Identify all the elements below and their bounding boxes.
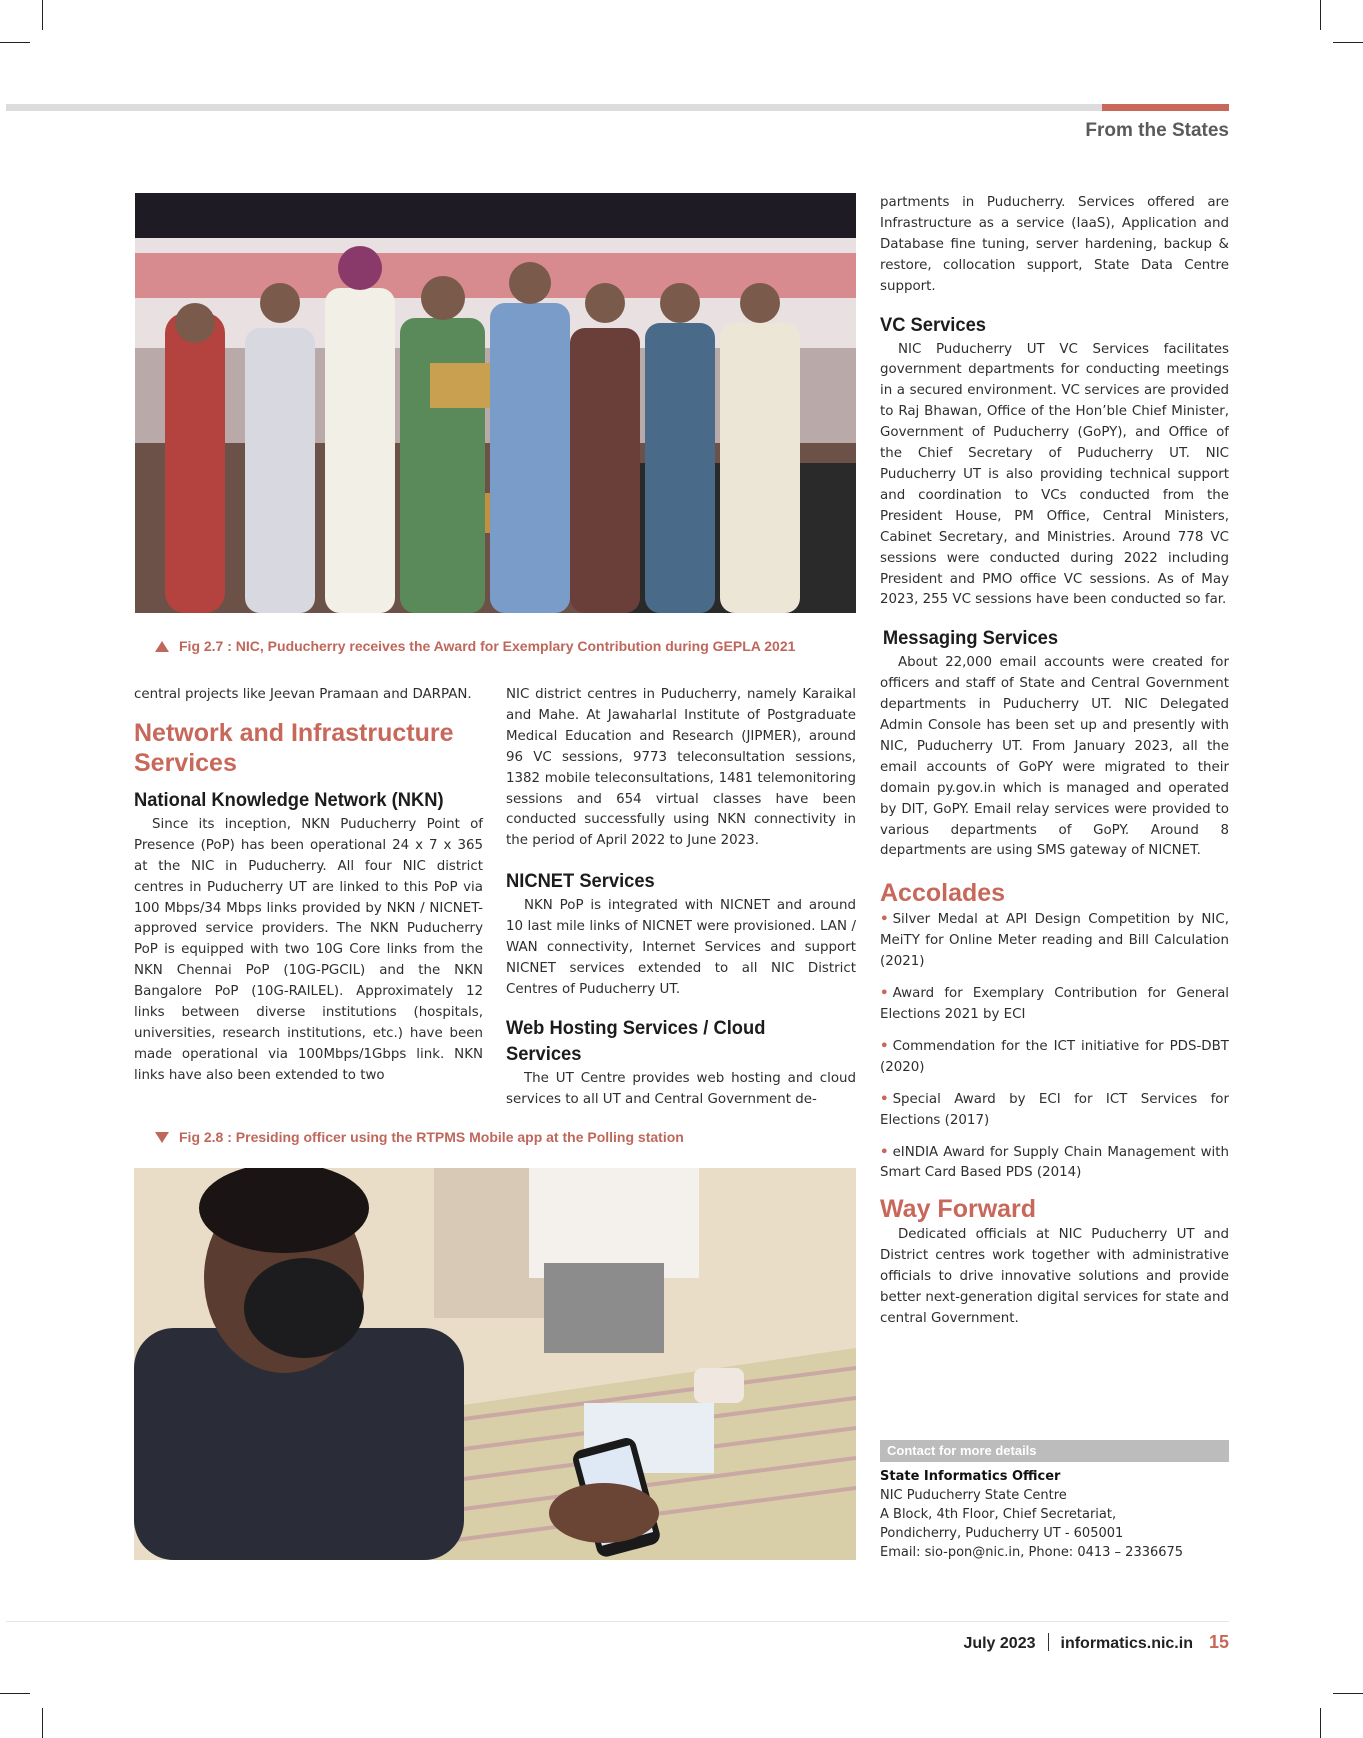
contact-line: A Block, 4th Floor, Chief Secretariat, <box>880 1507 1117 1522</box>
paragraph: Since its inception, NKN Puducherry Point of Presence (PoP) has been operational 24 x 7 x 365 at the NIC in Puducherry. All four NIC district centres in Puducherry UT are linked to this PoP via 100 Mbps/34 Mbps links provided by NKN / NICNET-approved service providers. The NKN Puducherry PoP is equipped with two 10G Core links from the NKN Chennai PoP (10G-PGCIL) and the NKN Bangalore PoP (10G-RAILEL). Approximately 12 links between diverse institutions (hospitals, universities, research institutions, etc.) have been made operational via 100Mbps/1Gbps link. NKN links have also been extended to two <box>134 816 483 1083</box>
subsection-heading: Web Hosting Services / Cloud Services <box>506 1016 766 1065</box>
figure-caption <box>155 638 795 654</box>
paragraph: partments in Puducherry. Services offered are Infrastructure as a service (IaaS), Application and Database fine tuning, server hardening, backup & restore, collocation support, State Data Centre support. <box>880 195 1229 294</box>
crop-mark <box>0 1693 30 1694</box>
figure-caption-text: Fig 2.8 : Presiding officer using the RTPMS Mobile app at the Polling station <box>179 1129 684 1145</box>
bullet-icon: • <box>880 1091 889 1107</box>
paragraph: About 22,000 email accounts were created for officers and staff of State and Central Government departments in Puducherry UT. NIC Delegated Admin Console has been set up and presently with NIC, Puducherry UT. From January 2023, all the email accounts of GoPY were migrated to their domain py.gov.in which is managed and operated by DIT, GoPY. Email relay services were provided to various departments of GoPY. Around 8 departments are using SMS gateway of NICNET. <box>880 655 1229 859</box>
footer-rule <box>6 1621 1229 1622</box>
paragraph: central projects like Jeevan Pramaan and DARPAN. <box>134 687 472 702</box>
subsection-heading: VC Services <box>880 313 986 336</box>
crop-mark <box>42 1708 43 1738</box>
section-heading: Network and Infrastructure Services <box>134 718 454 777</box>
contact-title: State Informatics Officer <box>880 1469 1061 1484</box>
figure-caption-text: Fig 2.7 : NIC, Puducherry receives the Award for Exemplary Contribution during GEPLA 2021 <box>179 638 796 654</box>
triangle-down-icon <box>155 1132 169 1143</box>
column-2 <box>506 685 856 1111</box>
list-item: • Silver Medal at API Design Competition by NIC, MeiTY for Online Meter reading and Bill Calculation (2021) <box>880 912 1229 970</box>
bullet-icon: • <box>880 1038 889 1054</box>
contact-details <box>880 1467 1229 1562</box>
bullet-icon: • <box>880 1144 889 1160</box>
list-item: • Commendation for the ICT initiative for PDS-DBT (2020) <box>880 1038 1229 1075</box>
footer <box>963 1630 1229 1656</box>
paragraph: Dedicated officials at NIC Puducherry UT and District centres work together with administrative officials to drive innovative solutions and provide better next-generation digital services for state and central Government. <box>880 1227 1229 1326</box>
list-item: • Special Award by ECI for ICT Services for Elections (2017) <box>880 1091 1229 1128</box>
paragraph: The UT Centre provides web hosting and cloud services to all UT and Central Government de- <box>506 1070 856 1107</box>
list-item: • eINDIA Award for Supply Chain Management with Smart Card Based PDS (2014) <box>880 1144 1229 1181</box>
header-rule-accent <box>1102 104 1229 111</box>
crop-mark <box>1320 0 1321 30</box>
polling-station-photo <box>134 1168 856 1560</box>
section-heading: Way Forward <box>880 1195 1037 1224</box>
crop-mark <box>1320 1708 1321 1738</box>
paragraph: NIC Puducherry UT VC Services facilitates government departments for conducting meetings in a secured environment. VC services are provided to Raj Bhawan, Office of the Hon’ble Chief Minister, Government of Puducherry (GoPY), and Office of the Chief Secretary of Puducherry UT. NIC Puducherry UT is also providing technical support and coordination to VCs conducted from the President House, PM Office, Central Ministers, Cabinet Secretary, and Ministries. Around 778 VC sessions were conducted during 2022 including President and PMO office VC sessions. As of May 2023, 255 VC sessions have been conducted so far. <box>880 341 1229 608</box>
paragraph: NKN PoP is integrated with NICNET and around 10 last mile links of NICNET were provisioned. LAN / WAN connectivity, Internet Services and support NICNET services extended to all NIC District Centres of Puducherry UT. <box>506 898 856 997</box>
contact-email: Email: sio-pon@nic.in, Phone: 0413 – 2336675 <box>880 1545 1184 1560</box>
accolades-list <box>880 910 1229 1184</box>
footer-separator <box>1048 1633 1049 1651</box>
contact-bar: Contact for more details <box>880 1440 1229 1462</box>
figure-caption <box>155 1129 684 1145</box>
contact-line: NIC Puducherry State Centre <box>880 1488 1067 1503</box>
subsection-heading: Messaging Services <box>882 627 1059 650</box>
column-3 <box>880 193 1229 1330</box>
footer-site: informatics.nic.in <box>1060 1635 1193 1652</box>
subsection-heading: NICNET Services <box>506 870 655 893</box>
column-1 <box>134 685 483 1087</box>
crop-mark <box>1333 1693 1363 1694</box>
subsection-heading: National Knowledge Network (NKN) <box>134 788 444 811</box>
award-ceremony-photo <box>135 193 856 613</box>
bullet-icon: • <box>880 986 889 1002</box>
section-label: From the States <box>1085 120 1229 141</box>
list-item: • Award for Exemplary Contribution for General Elections 2021 by ECI <box>880 986 1229 1022</box>
crop-mark <box>42 0 43 30</box>
crop-mark <box>0 42 30 43</box>
page-number: 15 <box>1208 1632 1229 1652</box>
header-rule <box>6 104 1102 111</box>
bullet-icon: • <box>880 912 889 928</box>
footer-date: July 2023 <box>963 1635 1036 1652</box>
crop-mark <box>1333 42 1363 43</box>
triangle-up-icon <box>155 641 169 652</box>
contact-line: Pondicherry, Puducherry UT - 605001 <box>880 1526 1124 1541</box>
section-heading: Accolades <box>880 879 1006 908</box>
paragraph: NIC district centres in Puducherry, namely Karaikal and Mahe. At Jawaharlal Institute of Postgraduate Medical Education and Research (JIPMER), around 96 VC sessions, 9773 teleconsultation sessions, 1382 mobile teleconsultations, 1481 telemonitoring sessions and 654 virtual classes have been conducted successfully using NKN connectivity in the period of April 2022 to June 2023. <box>506 687 856 849</box>
